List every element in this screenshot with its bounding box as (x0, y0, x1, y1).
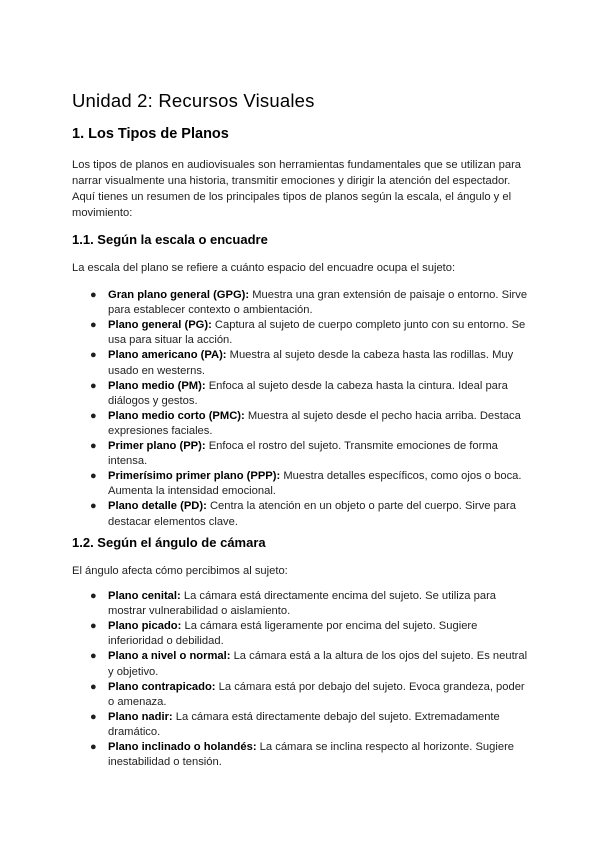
bullet-icon: ● (90, 710, 97, 723)
list-item-description: La cámara está ligeramente por encima del sujeto. Sugiere inferioridad o debilidad. (108, 620, 478, 648)
section-intro-paragraph: Los tipos de planos en audiovisuales son herramientas fundamentales que se utilizan para narrar visualmente una historia, transmitir emociones y dirigir la atención del espectador. Aquí tienes un resumen de los principales tipos de planos según la escala, el ángulo y el movimiento: (72, 159, 522, 219)
list-item-description: Muestra una gran extensión de paisaje o entorno. Sirve para establecer contexto o ambientación. (108, 289, 528, 317)
list-item (72, 680, 532, 710)
list-item (72, 589, 532, 619)
list-item-description: La cámara se inclina respecto al horizonte. Sugiere inestabilidad o tensión. (108, 740, 515, 769)
list-item (72, 288, 532, 318)
bullet-icon: ● (90, 650, 97, 663)
section-heading: 1. Los Tipos de Planos (72, 126, 229, 142)
list-item-term: Plano medio (PM): (108, 379, 206, 392)
bullet-icon: ● (90, 470, 97, 483)
list-item-term: Plano cenital: (108, 590, 181, 602)
list-item-term: Primer plano (PP): (108, 439, 206, 452)
list-item (72, 619, 532, 649)
list-item (72, 318, 532, 348)
angle-shot-list (72, 589, 532, 770)
bullet-icon: ● (90, 620, 97, 633)
list-item-description: La cámara está por debajo del sujeto. Evoca grandeza, poder o amenaza. (108, 680, 525, 708)
list-item-description: Muestra detalles específicos, como ojos o boca. Aumenta la intensidad emocional. (108, 470, 522, 498)
subsection-intro-scale: La escala del plano se refiere a cuánto espacio del encuadre ocupa el sujeto: (72, 262, 456, 274)
scale-shot-list (72, 288, 532, 530)
bullet-icon: ● (90, 409, 97, 422)
list-item-description: La cámara está directamente debajo del sujeto. Extremadamente dramático. (108, 710, 500, 738)
list-item-description: Captura al sujeto de cuerpo completo junto con su entorno. Se usa para situar la acción. (108, 319, 526, 347)
list-item-term: Plano a nivel o normal: (108, 650, 231, 663)
list-item-term: Plano inclinado o holandés: (108, 740, 257, 753)
list-item-description: Enfoca al sujeto desde la cabeza hasta la cintura. Ideal para diálogos y gestos. (108, 379, 508, 407)
bullet-icon: ● (90, 319, 97, 332)
bullet-icon: ● (90, 289, 97, 301)
list-item-description: Muestra al sujeto desde la cabeza hasta las rodillas. Muy usado en westerns. (108, 349, 514, 377)
list-item-term: Plano americano (PA): (108, 349, 227, 362)
list-item-term: Gran plano general (GPG): (108, 289, 250, 301)
list-item-term: Plano medio corto (PMC): (108, 409, 245, 422)
list-item-term: Plano picado: (108, 620, 182, 633)
bullet-icon: ● (90, 680, 97, 693)
subsection-heading-angle: 1.2. Según el ángulo de cámara (72, 535, 266, 550)
bullet-icon: ● (90, 500, 97, 513)
bullet-icon: ● (90, 439, 97, 452)
list-item (72, 348, 532, 378)
list-item-term: Primerísimo primer plano (PPP): (108, 470, 281, 483)
list-item-term: Plano general (PG): (108, 319, 212, 332)
subsection-intro-angle: El ángulo afecta cómo percibimos al sujeto: (72, 565, 288, 577)
list-item (72, 469, 532, 499)
list-item-description: La cámara está a la altura de los ojos del sujeto. Es neutral y objetivo. (108, 650, 528, 678)
bullet-icon: ● (90, 379, 97, 392)
list-item-term: Plano detalle (PD): (108, 500, 207, 513)
list-item (72, 740, 532, 770)
list-item-term: Plano nadir: (108, 710, 173, 723)
list-item-description: Enfoca el rostro del sujeto. Transmite emociones de forma intensa. (108, 439, 498, 468)
subsection-heading-scale: 1.1. Según la escala o encuadre (72, 232, 268, 247)
list-item-description: Muestra al sujeto desde el pecho hacia arriba. Destaca expresiones faciales. (108, 409, 521, 437)
bullet-icon: ● (90, 590, 97, 602)
document-title: Unidad 2: Recursos Visuales (72, 90, 315, 111)
list-item (72, 649, 532, 679)
list-item (72, 499, 532, 529)
list-item (72, 439, 532, 469)
list-item-description: La cámara está directamente encima del sujeto. Se utiliza para mostrar vulnerabilidad o aislamiento. (108, 590, 497, 618)
bullet-icon: ● (90, 740, 97, 753)
list-item (72, 710, 532, 740)
list-item-term: Plano contrapicado: (108, 680, 216, 693)
list-item (72, 379, 532, 409)
bullet-icon: ● (90, 349, 97, 362)
list-item-description: Centra la atención en un objeto o parte del cuerpo. Sirve para destacar elementos clave. (108, 500, 516, 528)
list-item (72, 409, 532, 439)
